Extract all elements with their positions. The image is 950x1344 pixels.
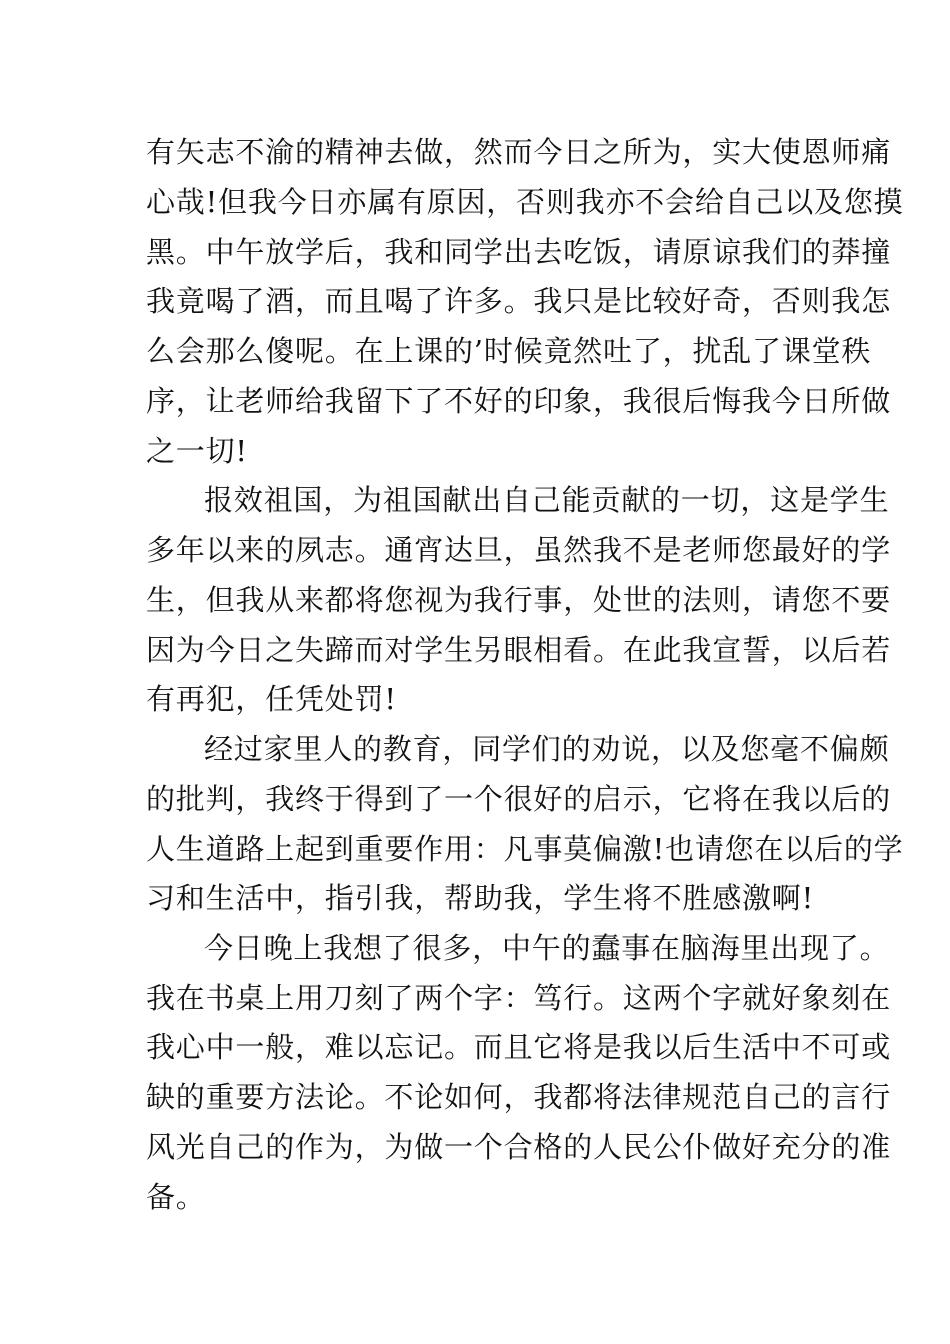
- paragraph-first-line: 今日晚上我想了很多，中午的蠢事在脑海里出现了。: [204, 931, 890, 965]
- text-line: 黑。中午放学后，我和同学出去吃饭，请原谅我们的莽撞: [146, 235, 892, 269]
- text-line: 生，但我从来都将您视为我行事，处世的法则，请您不要: [146, 583, 892, 617]
- text-line: 风光自己的作为，为做一个合格的人民公仆做好充分的准: [146, 1130, 892, 1164]
- text-line: 序，让老师给我留下了不好的印象，我很后悔我今日所做: [146, 384, 892, 418]
- text-line: 我竟喝了酒，而且喝了许多。我只是比较好奇，否则我怎: [146, 284, 892, 318]
- text-line: 么会那么傻呢。在上课的’时候竟然吐了，扰乱了课堂秩: [146, 334, 872, 368]
- text-line: 人生道路上起到重要作用：凡事莫偏激!也请您在以后的学: [146, 832, 904, 866]
- text-line: 心哉!但我今日亦属有原因，否则我亦不会给自己以及您摸: [146, 185, 904, 219]
- text-line: 习和生活中，指引我，帮助我，学生将不胜感激啊!: [146, 881, 815, 915]
- text-line: 有再犯，任凭处罚!: [146, 682, 397, 716]
- text-line: 多年以来的夙志。通宵达旦，虽然我不是老师您最好的学: [146, 533, 892, 567]
- text-line: 我心中一般，难以忘记。而且它将是我以后生活中不可或: [146, 1030, 892, 1064]
- paragraph-first-line: 报效祖国，为祖国献出自己能贡献的一切，这是学生: [204, 483, 890, 517]
- text-line: 之一切!: [146, 434, 248, 468]
- paragraph-first-line: 经过家里人的教育，同学们的劝说，以及您毫不偏颇: [204, 732, 890, 766]
- text-line: 我在书桌上用刀刻了两个字：笃行。这两个字就好象刻在: [146, 981, 892, 1015]
- text-line: 缺的重要方法论。不论如何，我都将法律规范自己的言行: [146, 1080, 892, 1114]
- text-line: 有矢志不渝的精神去做，然而今日之所为，实大使恩师痛: [146, 135, 892, 169]
- text-line: 备。: [146, 1180, 206, 1214]
- text-line: 的批判，我终于得到了一个很好的启示，它将在我以后的: [146, 782, 892, 816]
- text-line: 因为今日之失蹄而对学生另眼相看。在此我宣誓，以后若: [146, 633, 892, 667]
